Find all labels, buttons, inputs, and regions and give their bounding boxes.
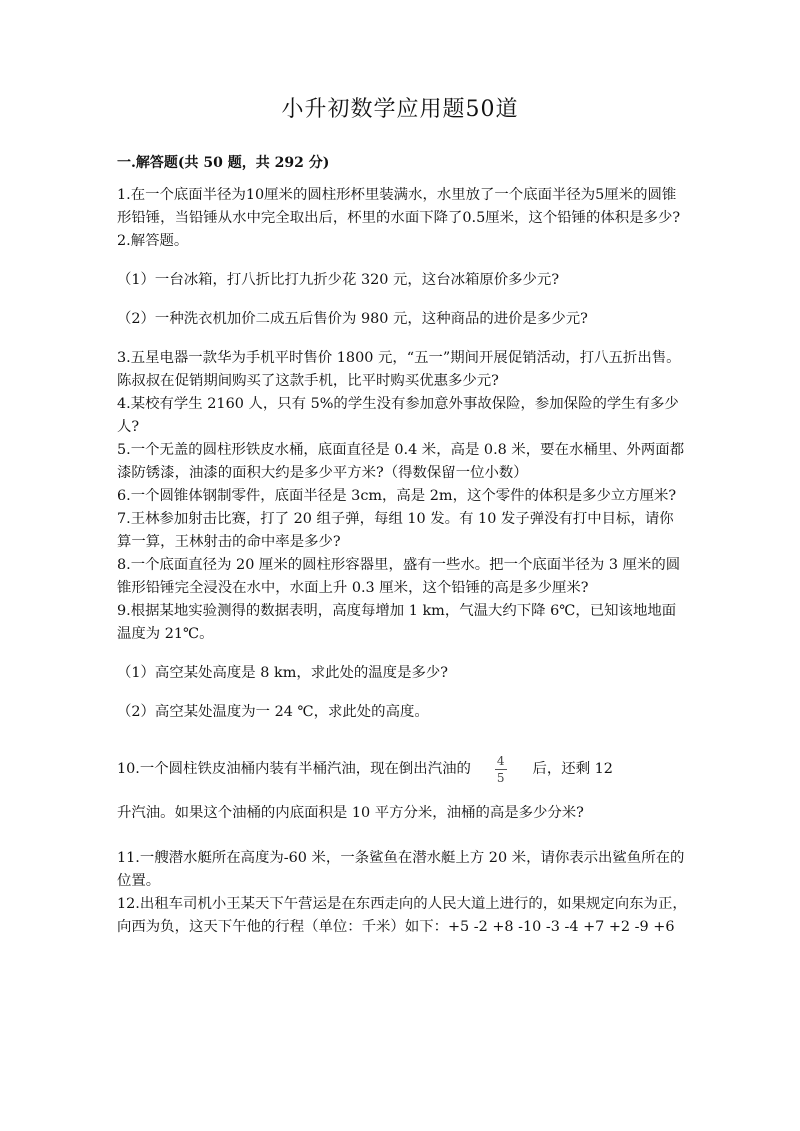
question-8: 8.一个底面直径为 20 厘米的圆柱形容器里，盛有一些水。把一个底面半径为 3 厘米的圆锥形铅锤完全浸没在水中，水面上升 0.3 厘米，这个铅锤的高是多少厘米? — [117, 557, 681, 596]
question-1: 1.在一个底面半径为10厘米的圆柱形杯里装满水，水里放了一个底面半径为5厘米的圆锥形铅锤，当铅锤从水中完全取出后，杯里的水面下降了0.5厘米，这个铅锤的体积是多少? — [117, 187, 681, 226]
page-title: 小升初数学应用题50道 — [281, 97, 519, 122]
question-11: 11.一艘潜水艇所在高度为-60 米，一条鲨鱼在潜水艇上方 20 米，请你表示出鲨鱼所在的位置。 — [117, 850, 685, 889]
question-4: 4.某校有学生 2160 人，只有 5%的学生没有参加意外事故保险，参加保险的学生有多少人? — [117, 396, 679, 435]
question-10-text-c: 升汽油。如果这个油桶的内底面积是 10 平方分米，油桶的高是多少分米? — [117, 805, 584, 821]
question-list — [117, 184, 687, 939]
question-2: 2.解答题。 — [117, 233, 189, 249]
question-3: 3.五星电器一款华为手机平时售价 1800 元，“五一”期间开展促销活动，打八五折出售。陈叔叔在促销期间购买了这款手机，比平时购买优惠多少元? — [117, 350, 681, 389]
question-9-part-2: （2）高空某处温度为一 24 ℃，求此处的高度。 — [117, 704, 429, 720]
section-heading: 一.解答题(共 50 题，共 292 分) — [117, 155, 330, 171]
question-2-part-2: （2）一种洗衣机加价二成五后售价为 980 元，这种商品的进价是多少元? — [117, 311, 588, 327]
fraction-numerator: 4 — [496, 753, 505, 768]
question-2-part-1: （1）一台冰箱，打八折比打九折少花 320 元，这台冰箱原价多少元? — [117, 272, 560, 288]
question-6: 6.一个圆锥体钢制零件，底面半径是 3cm，高是 2m，这个零件的体积是多少立方厘米? — [117, 488, 677, 504]
question-12: 12.出租车司机小王某天下午营运是在东西走向的人民大道上进行的，如果规定向东为正，向西为负，这天下午他的行程（单位：千米）如下：+5 -2 +8 -10 -3 -4 +7 +2 -9 +6 — [117, 896, 687, 935]
question-9: 9.根据某地实验测得的数据表明，高度每增加 1 km，气温大约下降 6℃，已知该地地面温度为 21℃。 — [117, 603, 677, 642]
question-5: 5.一个无盖的圆柱形铁皮水桶，底面直径是 0.4 米，高是 0.8 米，要在水桶里、外两面都漆防锈漆，油漆的面积大约是多少平方米?（得数保留一位小数） — [117, 442, 685, 481]
fraction-denominator: 5 — [496, 770, 505, 785]
fraction — [495, 754, 507, 785]
question-9-part-1: （1）高空某处高度是 8 km，求此处的温度是多少? — [117, 665, 448, 681]
question-7: 7.王林参加射击比赛，打了 20 组子弹，每组 10 发。有 10 发子弹没有打中目标，请你算一算，王林射击的命中率是多少? — [117, 511, 674, 550]
question-10-text-b: 后，还剩 12 — [532, 760, 613, 777]
question-10-line — [117, 740, 687, 798]
question-10-text-a: 10.一个圆柱铁皮油桶内装有半桶汽油，现在倒出汽油的 — [117, 760, 471, 777]
